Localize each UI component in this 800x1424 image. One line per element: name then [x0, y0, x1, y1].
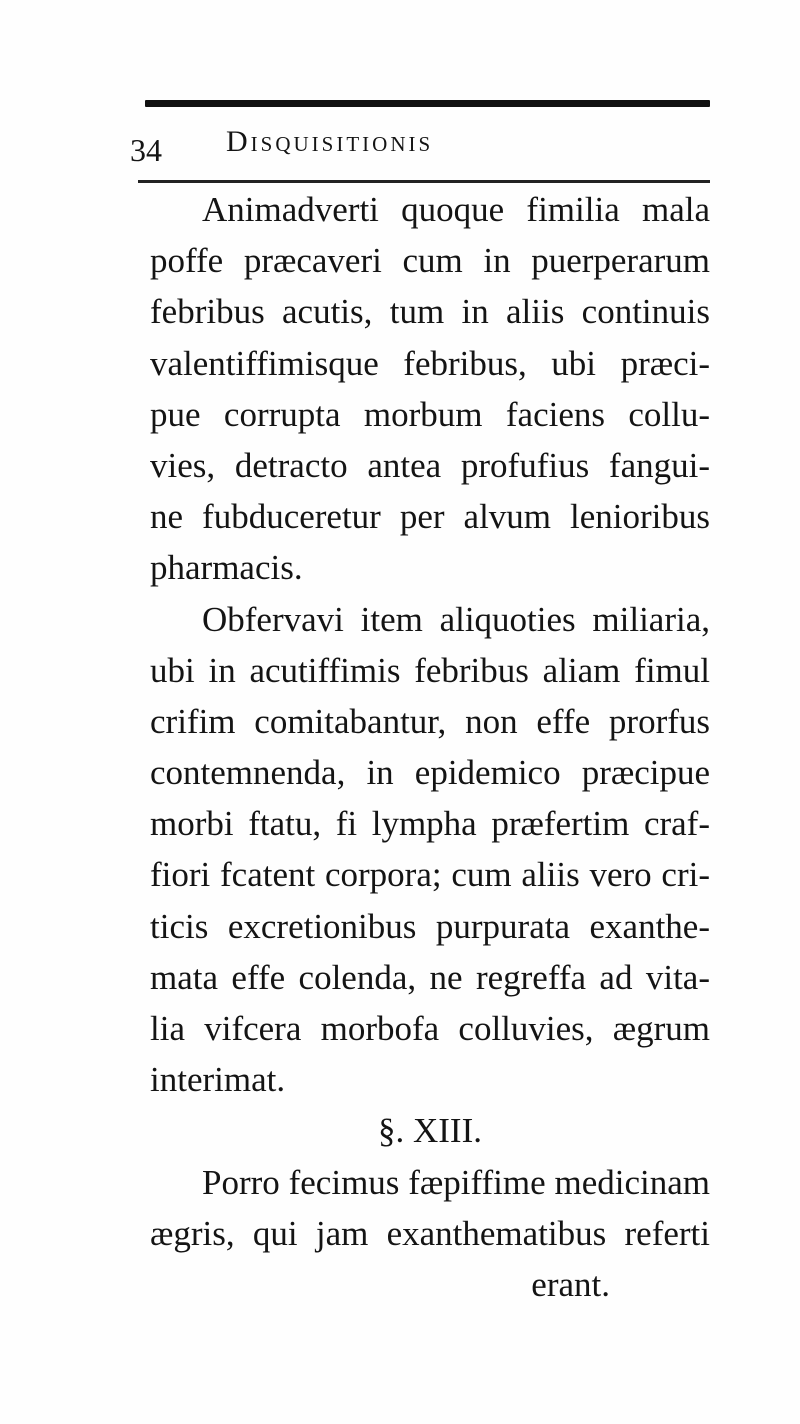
- body-text: [150, 184, 710, 1310]
- text-line: poffe præcaveri cum in puerperarum: [150, 241, 710, 281]
- text-line: fiori fcatent corpora; cum aliis vero cri-: [150, 855, 710, 895]
- running-title: Disquisitionis: [226, 125, 434, 158]
- text-line: ne fubduceretur per alvum lenioribus: [150, 497, 710, 537]
- text-line: mata effe colenda, ne regreffa ad vita-: [150, 957, 710, 997]
- text-line: ticis excretionibus purpurata exanthe-: [150, 906, 710, 946]
- top-rule: [145, 100, 710, 107]
- text-line: febribus acutis, tum in aliis continuis: [150, 292, 710, 332]
- text-line: interimat.: [150, 1060, 286, 1100]
- text-line: morbi ftatu, fi lympha præfertim craf-: [150, 804, 710, 844]
- text-line: valentiffimisque febribus, ubi præci-: [150, 343, 710, 383]
- text-line: contemnenda, in epidemico præcipue: [150, 753, 710, 793]
- text-line: ægris, qui jam exanthematibus referti: [150, 1213, 710, 1253]
- page-number: 34: [130, 132, 162, 168]
- text-line: lia vifcera morbofa colluvies, ægrum: [150, 1009, 710, 1048]
- text-line: ubi in acutiffimis febribus aliam fimul: [150, 650, 710, 690]
- text-line: Porro fecimus fæpiffime medicinam: [202, 1162, 710, 1202]
- text-line: Obfervavi item aliquoties miliaria,: [202, 599, 710, 639]
- text-line: vies, detracto antea profufius fangui-: [150, 445, 710, 485]
- text-line: Animadverti quoque fimilia mala: [202, 190, 710, 229]
- section-heading: §. XIII.: [378, 1111, 482, 1151]
- text-line: pue corrupta morbum faciens collu-: [150, 394, 710, 434]
- text-line: crifim comitabantur, non effe prorfus: [150, 701, 710, 741]
- text-line: erant.: [531, 1264, 610, 1304]
- header-rule: [138, 180, 710, 183]
- text-line: pharmacis.: [150, 548, 303, 588]
- running-head: [130, 122, 710, 174]
